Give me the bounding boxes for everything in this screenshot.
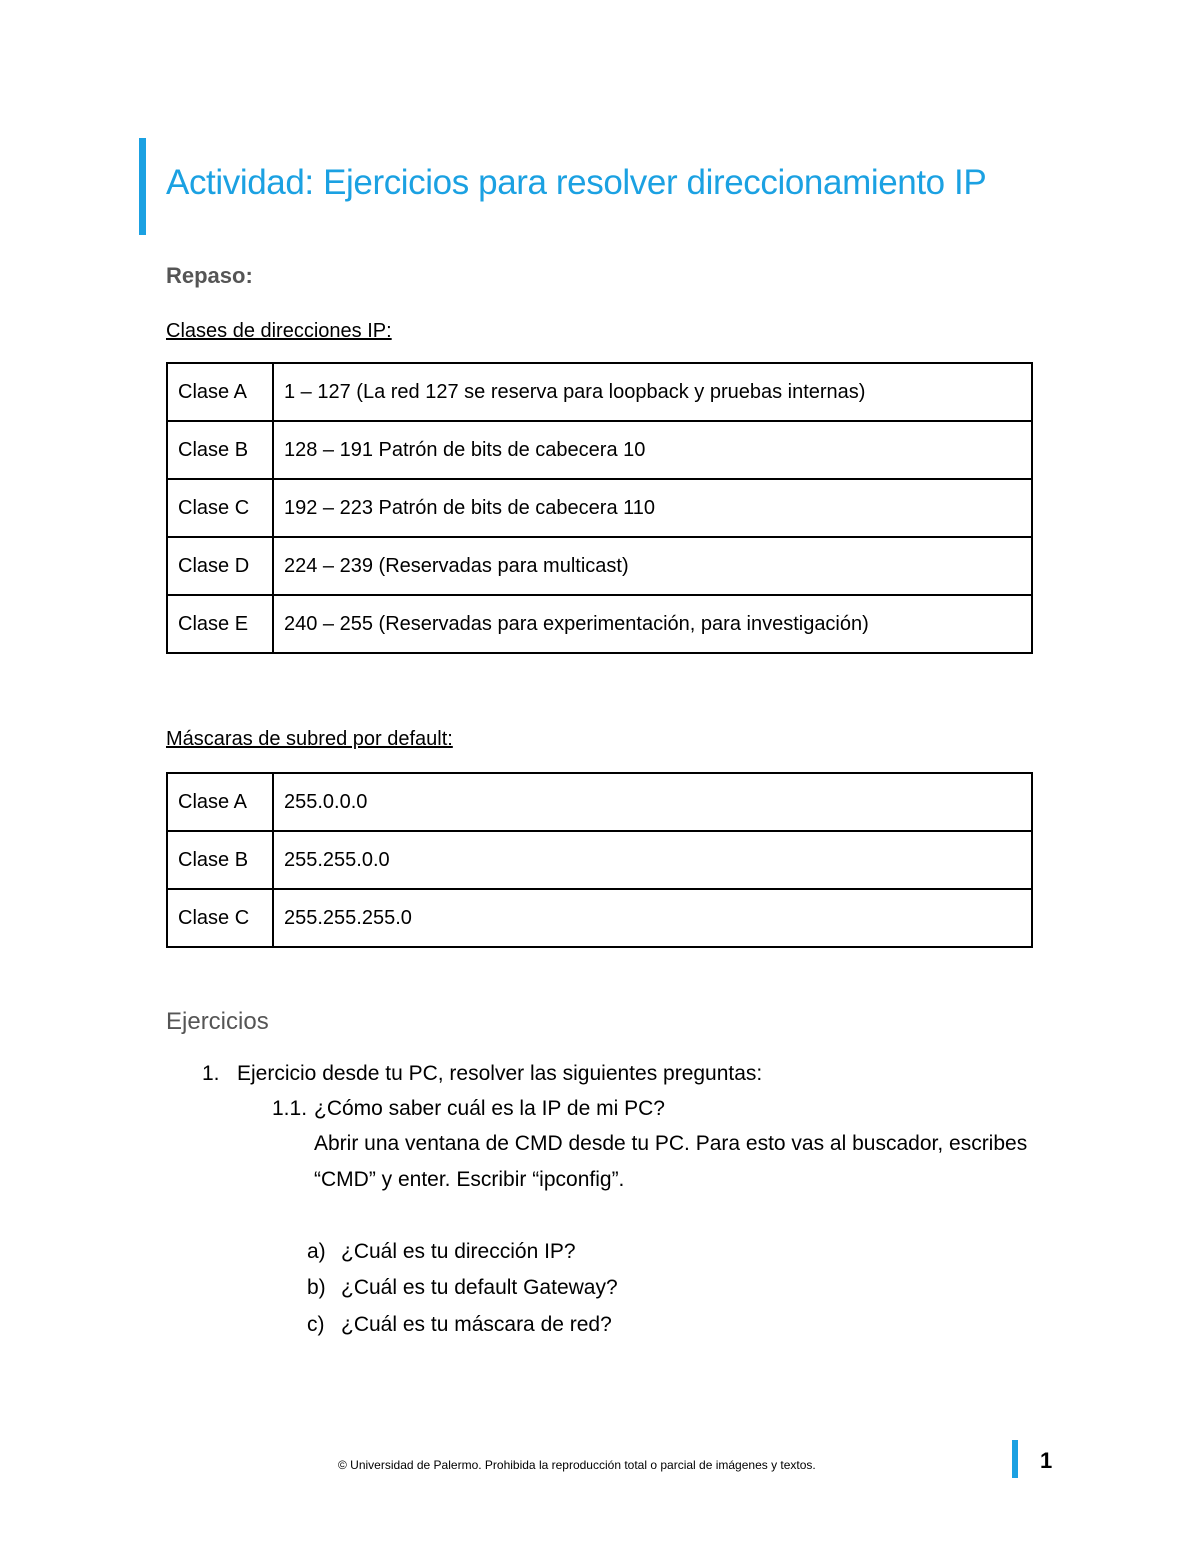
title-accent-bar	[139, 138, 146, 235]
mascara-cell: 255.255.255.0	[273, 889, 1032, 947]
table-row	[167, 363, 1032, 421]
subexercise-text: ¿Cómo saber cuál es la IP de mi PC?	[314, 1097, 665, 1120]
subexercise-number: 1.1.	[272, 1097, 308, 1120]
clase-cell: Clase B	[167, 831, 273, 889]
rango-cell: 224 – 239 (Reservadas para multicast)	[273, 537, 1032, 595]
question-text: ¿Cuál es tu máscara de red?	[341, 1313, 612, 1336]
page-number-accent-bar	[1012, 1440, 1018, 1478]
question-text: ¿Cuál es tu dirección IP?	[341, 1240, 576, 1263]
question-letter: c)	[307, 1313, 325, 1336]
mascara-cell: 255.0.0.0	[273, 773, 1032, 831]
table-row	[167, 889, 1032, 947]
clases-heading: Clases de direcciones IP:	[166, 320, 392, 342]
mascaras-heading: Máscaras de subred por default:	[166, 728, 453, 750]
question-text: ¿Cuál es tu default Gateway?	[341, 1276, 618, 1299]
rango-cell: 128 – 191 Patrón de bits de cabecera 10	[273, 421, 1032, 479]
table-row	[167, 595, 1032, 653]
mascaras-table	[166, 772, 1033, 948]
page-title: Actividad: Ejercicios para resolver direccionamiento IP	[166, 163, 987, 202]
table-row	[167, 537, 1032, 595]
clase-cell: Clase C	[167, 479, 273, 537]
footer-copyright: © Universidad de Palermo. Prohibida la reproducción total o parcial de imágenes y textos.	[338, 1458, 816, 1472]
table-row	[167, 421, 1032, 479]
table-row	[167, 831, 1032, 889]
repaso-heading: Repaso:	[166, 263, 253, 288]
exercise-text: Ejercicio desde tu PC, resolver las siguientes preguntas:	[237, 1062, 763, 1085]
clase-cell: Clase E	[167, 595, 273, 653]
exercise-number: 1.	[202, 1062, 220, 1085]
clase-cell: Clase C	[167, 889, 273, 947]
rango-cell: 1 – 127 (La red 127 se reserva para loopback y pruebas internas)	[273, 363, 1032, 421]
page-number: 1	[1040, 1448, 1053, 1473]
rango-cell: 192 – 223 Patrón de bits de cabecera 110	[273, 479, 1032, 537]
ejercicios-heading: Ejercicios	[166, 1008, 269, 1035]
table-row	[167, 773, 1032, 831]
clase-cell: Clase A	[167, 773, 273, 831]
question-letter: b)	[307, 1276, 326, 1299]
table-row	[167, 479, 1032, 537]
instruction-line: Abrir una ventana de CMD desde tu PC. Para esto vas al buscador, escribes	[314, 1132, 1028, 1155]
clase-cell: Clase D	[167, 537, 273, 595]
clase-cell: Clase A	[167, 363, 273, 421]
mascara-cell: 255.255.0.0	[273, 831, 1032, 889]
clase-cell: Clase B	[167, 421, 273, 479]
question-letter: a)	[307, 1240, 326, 1263]
instruction-line: “CMD” y enter. Escribir “ipconfig”.	[314, 1168, 625, 1191]
rango-cell: 240 – 255 (Reservadas para experimentación, para investigación)	[273, 595, 1032, 653]
clases-table	[166, 362, 1033, 654]
